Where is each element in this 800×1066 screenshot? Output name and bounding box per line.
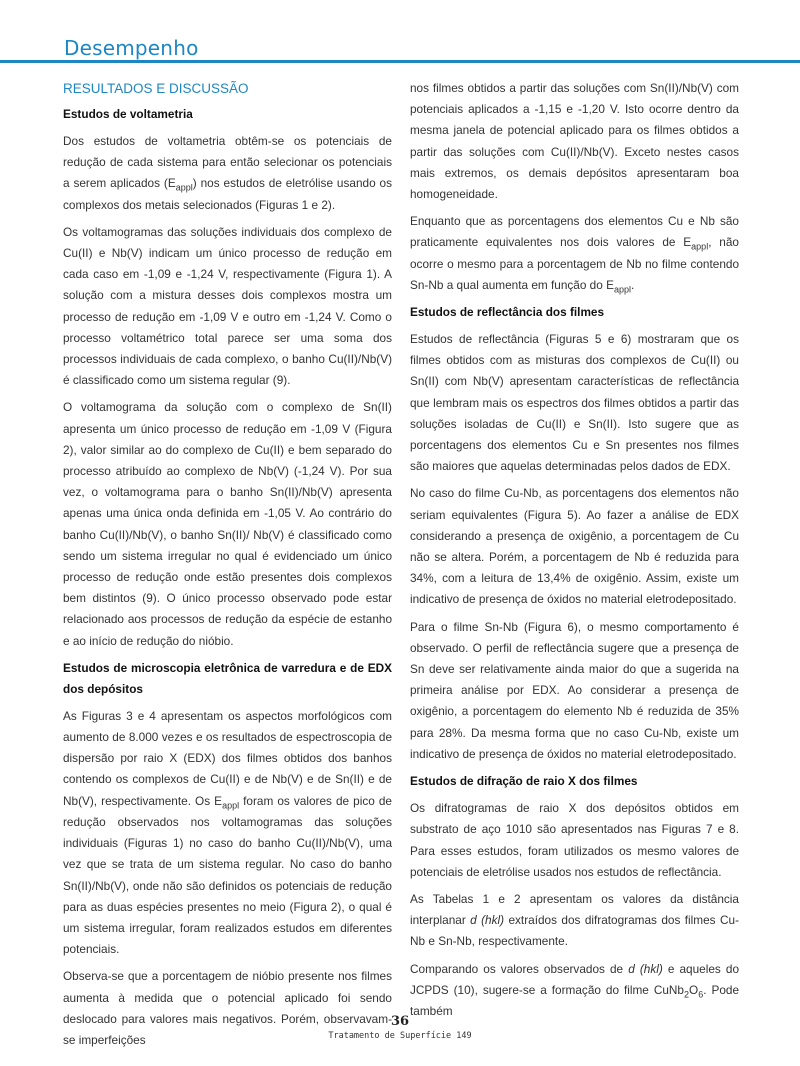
paragraph: As Figuras 3 e 4 apresentam os aspectos morfológicos com aumento de 8.000 vezes e os resultados de espectroscopia de dispersão por raio X (EDX) dos filmes obtidos dos banhos contendo os complexos de Cu(II) e de Nb(V) e de Sn(II) e de Nb(V), respectivamente. Os $E_{appl}$ foram os valores de pico de redução observados nos voltamogramas das soluções individuais (Figuras 1) no caso do banho Cu(II)/Nb(V), uma vez que se trata de um sistema regular. No caso do banho Sn(II)/Nb(V), onde não são definidos os potenciais de redução para as duas espécies presentes no meio (Figura 2), o qual é um sistema irregular, foram realizados estudos em diferentes potenciais. [63, 708, 392, 957]
paragraph: No caso do filme Cu-Nb, as porcentagens dos elementos não seriam equivalentes (Figura 5). Ao fazer a análise de EDX considerando a presença de oxigênio, a porcentagem de Cu não se altera. Porém, a porcentagem de Nb é reduzida para 34%, com a leitura de 13,4% de oxigênio. Assim, existe um indicativo de presença de óxidos no material eletrodepositado. [410, 486, 739, 607]
subheading-difracao: Estudos de difração de raio X dos filmes [410, 774, 638, 789]
paragraph: Os voltamogramas das soluções individuais dos complexo de Cu(II) e Nb(V) indicam um único processo de redução em cada caso em -1,09 e -1,24 V, respectivamente (Figura 1). A solução com a mistura desses dois complexos mostra um processo de redução em -1,09 V e outro em -1,24 V. Como o processo voltamétrico total parece ser uma soma dos processos individuais de cada complexo, o banho Cu(II)/Nb(V) é classificado como um sistema regular (9). [63, 224, 392, 388]
section-heading: RESULTADOS E DISCUSSÃO [63, 81, 249, 96]
paragraph: O voltamograma da solução com o complexo de Sn(II) apresenta um único processo de redução em -1,09 V (Figura 2), valor similar ao do complexo de Cu(II) e bem separado do processo atribuído ao complexo de Nb(V) (-1,24 V). Por sua vez, o voltamograma para o banho Sn(II)/Nb(V) apresenta apenas uma única onda definida em -1,05 V. Ao contrário do banho Cu(II)/Nb(V), o banho Sn(II)/ Nb(V) é classificado como sendo um sistema irregular no qual é evidenciado um único processo de redução onde estão presentes dois complexos bem distintos (9). O único processo observado pode estar relacionado aos processos de redução da espécie de estanho e ao início de redução do nióbio. [63, 400, 392, 648]
left-column [63, 78, 392, 1057]
page-number: 36 [390, 1014, 410, 1029]
right-column [410, 78, 739, 1028]
paragraph: Os difratogramas de raio X dos depósitos obtidos em substrato de aço 1010 são apresentados nas Figuras 7 e 8. Para esses estudos, foram utilizados os mesmo valores de potenciais de eletrólise usados nos estudos de reflectância. [410, 801, 739, 879]
paragraph: nos filmes obtidos a partir das soluções com Sn(II)/Nb(V) com potenciais aplicados a -1,15 e -1,20 V. Isto ocorre dentro da mesma janela de potencial aplicado para os filmes obtidos a partir das soluções com Cu(II)/Nb(V). Exceto nestes casos mais extremos, os demais depósitos apresentaram boa homogeneidade. [410, 81, 739, 202]
paragraph: Dos estudos de voltametria obtêm-se os potenciais de redução de cada sistema para então selecionar os potenciais a serem aplicados $(E_{appl})$ nos estudos de eletrólise usando os complexos dos metais selecionados (Figuras 1 e 2). [63, 134, 392, 212]
paragraph: Enquanto que as porcentagens dos elementos Cu e Nb são praticamente equivalentes nos dois valores de $E_{appl}$, não ocorre o mesmo para a porcentagem de Nb no filme contendo Sn-Nb a qual aumenta em função do $E_{appl}$. [410, 214, 739, 295]
section-header: Desempenho [64, 36, 199, 60]
paragraph: Para o filme Sn-Nb (Figura 6), o mesmo comportamento é observado. O perfil de reflectância sugere que a presença de Sn deve ser relativamente ainda maior do que a sugerida na primeira análise por EDX. Ao considerar a presença de oxigênio, a porcentagem do elemento Nb é reduzida de 35% para 28%. Da mesma forma que no caso Cu-Nb, existe um indicativo de presença de óxidos no material eletrodepositado. [410, 619, 739, 761]
journal-footer: Tratamento de Superfície 149 [328, 1031, 472, 1041]
paragraph: Estudos de reflectância (Figuras 5 e 6) mostraram que os filmes obtidos com as misturas dos complexos de Cu(II) ou Sn(II) com Nb(V) apresentam características de reflectância que lembram mais os espectros dos filmes obtidos a partir das soluções isoladas de Cu(II) e Sn(II). Isto sugere que as porcentagens dos elementos Cu e Sn presentes nos filmes são maiores que aquelas determinadas pelos dados de EDX. [410, 332, 739, 474]
paragraph: As Tabelas 1 e 2 apresentam os valores da distância interplanar d (hkl) extraídos dos difratogramas dos filmes Cu-Nb e Sn-Nb, respectivamente. [410, 891, 739, 949]
subheading-voltametria: Estudos de voltametria [63, 107, 193, 121]
subheading-microscopia: Estudos de microscopia eletrônica de varredura e de EDX dos depósitos [63, 660, 392, 696]
paragraph: Comparando os valores observados de d (hkl) e aqueles do JCPDS (10), sugere-se a formação do filme $CuNb_2O_6$. Pode também [410, 961, 740, 1018]
subheading-reflectancia: Estudos de reflectância dos filmes [410, 305, 605, 320]
paragraph: Observa-se que a porcentagem de nióbio presente nos filmes aumenta à medida que o potencial aplicado foi sendo deslocado para valores mais negativos. Porém, observavam-se imperfeições [63, 969, 392, 1047]
header-rule [0, 60, 800, 63]
